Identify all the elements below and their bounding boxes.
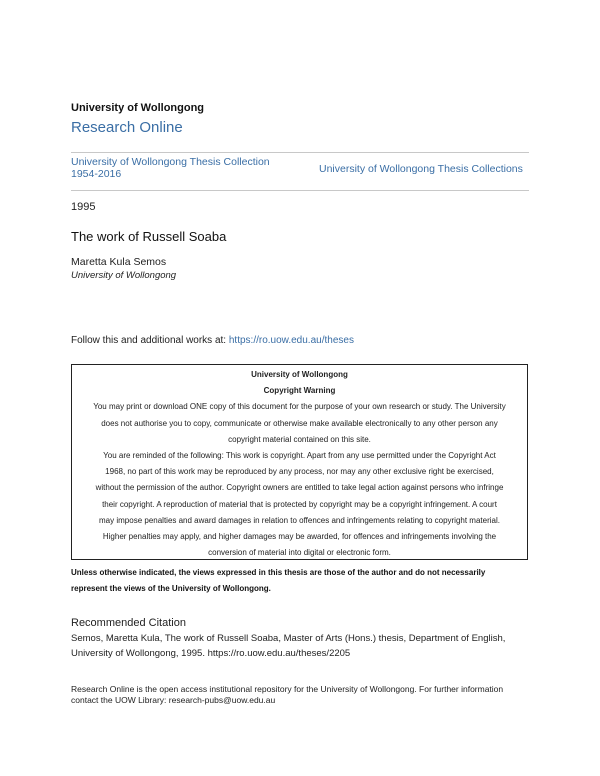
copyright-line: without the permission of the author. Copyright owners are entitled to take legal action against persons who infringe bbox=[95, 483, 504, 493]
footer-note bbox=[71, 684, 531, 706]
divider-bottom bbox=[71, 190, 529, 191]
thesis-year: 1995 bbox=[71, 201, 96, 213]
disclaimer-line: represent the views of the University of Wollongong. bbox=[71, 584, 271, 593]
citation-line: University of Wollongong, 1995. https://ro.uow.edu.au/theses/2205 bbox=[71, 647, 351, 659]
research-online-link[interactable]: Research Online bbox=[71, 119, 183, 136]
copyright-institution: University of Wollongong bbox=[251, 370, 348, 379]
copyright-line: Higher penalties may apply, and higher damages may be awarded, for offences and infringements involving the bbox=[102, 532, 497, 542]
collection-link-1954-2016[interactable]: University of Wollongong Thesis Collection 1954-2016 bbox=[71, 156, 270, 180]
copyright-line: conversion of material into digital or electronic form. bbox=[208, 548, 391, 558]
author-affiliation: University of Wollongong bbox=[71, 270, 177, 281]
institution-name: University of Wollongong bbox=[71, 102, 205, 114]
copyright-line: their copyright. A reproduction of material that is protected by copyright may be a copyright infringement. A court bbox=[102, 499, 497, 509]
copyright-line: You are reminded of the following: This work is copyright. Apart from any use permitted under the Copyright Act bbox=[103, 451, 496, 461]
copyright-warning-box bbox=[71, 364, 528, 560]
collection-link-thesis-collections[interactable]: University of Wollongong Thesis Collections bbox=[319, 163, 523, 175]
copyright-line: 1968, no part of this work may be reproduced by any process, nor may any other exclusive right be exercised, bbox=[105, 467, 494, 477]
views-disclaimer bbox=[71, 565, 531, 597]
copyright-heading: Copyright Warning bbox=[263, 386, 336, 396]
thesis-title: The work of Russell Soaba bbox=[71, 229, 227, 244]
divider-top bbox=[71, 152, 529, 153]
citation-heading: Recommended Citation bbox=[71, 617, 186, 629]
footer-line: contact the UOW Library: research-pubs@uow.edu.au bbox=[71, 695, 276, 705]
copyright-line: copyright material contained on this site. bbox=[228, 434, 371, 444]
copyright-line: You may print or download ONE copy of this document for the purpose of your own research or study. The University bbox=[93, 402, 506, 412]
disclaimer-line: Unless otherwise indicated, the views expressed in this thesis are those of the author and do not necessarily bbox=[71, 568, 486, 577]
citation-text bbox=[71, 632, 531, 661]
follow-line bbox=[71, 335, 354, 346]
citation-line: Semos, Maretta Kula, The work of Russell Soaba, Master of Arts (Hons.) thesis, Department of English, bbox=[71, 633, 506, 644]
copyright-line: does not authorise you to copy, communicate or otherwise make available electronically to any other person any bbox=[101, 418, 498, 428]
copyright-line: may impose penalties and award damages in relation to offences and infringements relating to copyright material. bbox=[99, 515, 500, 525]
follow-text: Follow this and additional works at: bbox=[71, 335, 229, 346]
footer-line: Research Online is the open access institutional repository for the University of Wollongong. For further information bbox=[71, 684, 504, 694]
thesis-author: Maretta Kula Semos bbox=[71, 256, 167, 268]
theses-link[interactable]: https://ro.uow.edu.au/theses bbox=[228, 335, 354, 346]
